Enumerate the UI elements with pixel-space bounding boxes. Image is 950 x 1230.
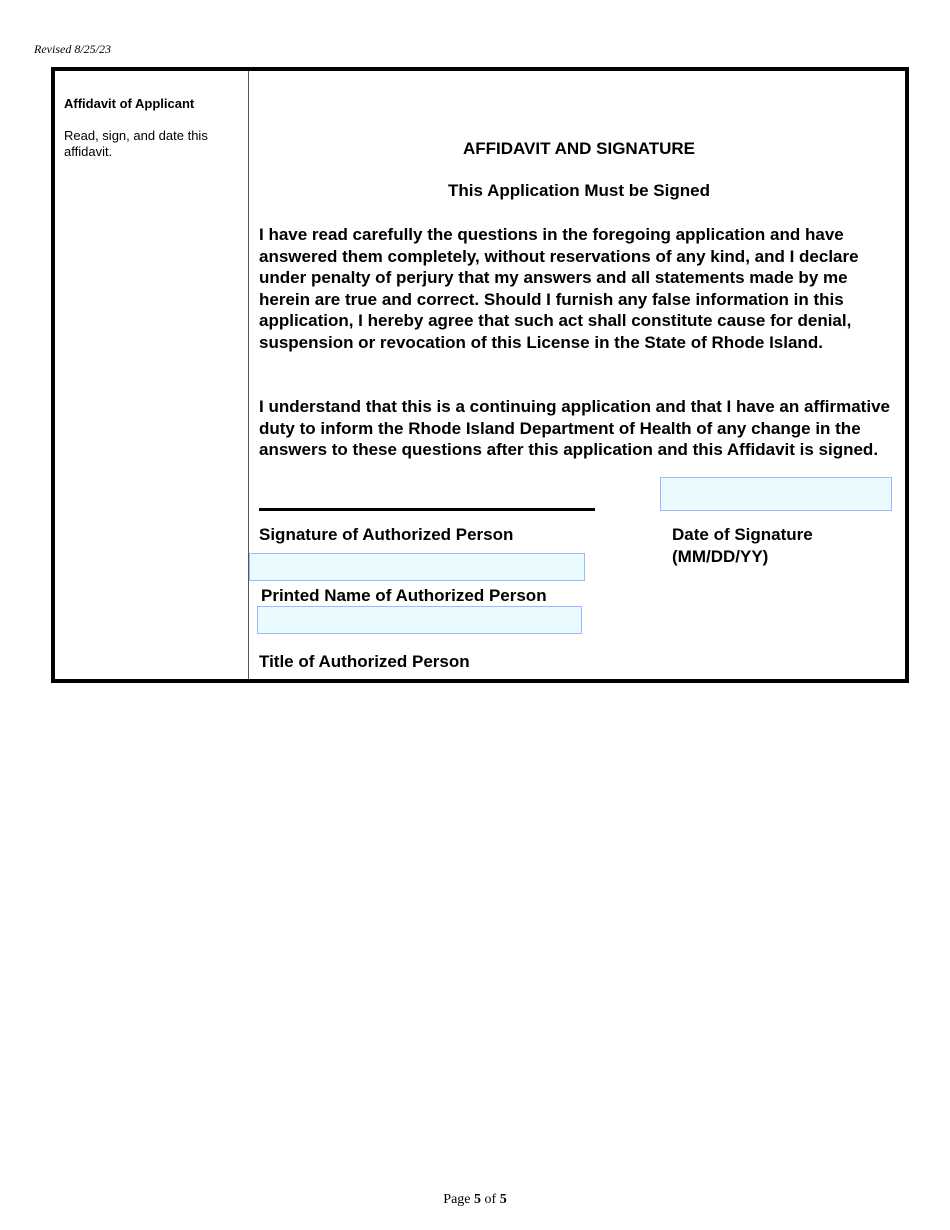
page-of: of bbox=[484, 1192, 497, 1207]
revised-date: Revised 8/25/23 bbox=[34, 42, 111, 56]
date-label-line1: Date of Signature bbox=[672, 525, 813, 544]
date-label bbox=[672, 524, 813, 567]
sidebar-instructions: Read, sign, and date this affidavit. bbox=[64, 128, 208, 159]
affidavit-paragraph-2: I understand that this is a continuing application and that I have an affirmative duty to inform the Rhode Island Department of Health of any change in the answers to these questions after this application and this Affidavit is signed. bbox=[259, 397, 890, 459]
page-prefix: Page bbox=[443, 1192, 471, 1207]
page-number bbox=[0, 1192, 950, 1208]
page-current: 5 bbox=[474, 1192, 482, 1207]
printed-name-input[interactable] bbox=[249, 553, 585, 581]
date-label-line2: (MM/DD/YY) bbox=[672, 546, 769, 566]
signature-label: Signature of Authorized Person bbox=[259, 525, 514, 544]
affidavit-paragraph-1: I have read carefully the questions in the foregoing application and have answered them completely, without reservations of any kind, and I declare under penalty of perjury that my answers and all statements made by me herein are true and correct. Should I furnish any false information in this application, I hereby agree that such act shall constitute cause for denial, suspension or revocation of this License in the State of Rhode Island. bbox=[259, 225, 859, 352]
printed-name-label: Printed Name of Authorized Person bbox=[261, 586, 547, 605]
affidavit-subheading: This Application Must be Signed bbox=[448, 181, 710, 200]
sidebar-title: Affidavit of Applicant bbox=[64, 96, 195, 111]
signature-line[interactable] bbox=[259, 508, 595, 511]
title-input[interactable] bbox=[257, 606, 582, 634]
affidavit-heading: AFFIDAVIT AND SIGNATURE bbox=[462, 139, 695, 158]
page-total: 5 bbox=[499, 1192, 507, 1207]
affidavit-section bbox=[51, 67, 909, 683]
column-divider bbox=[248, 71, 249, 679]
date-of-signature-input[interactable] bbox=[660, 477, 892, 511]
title-label: Title of Authorized Person bbox=[259, 652, 470, 671]
